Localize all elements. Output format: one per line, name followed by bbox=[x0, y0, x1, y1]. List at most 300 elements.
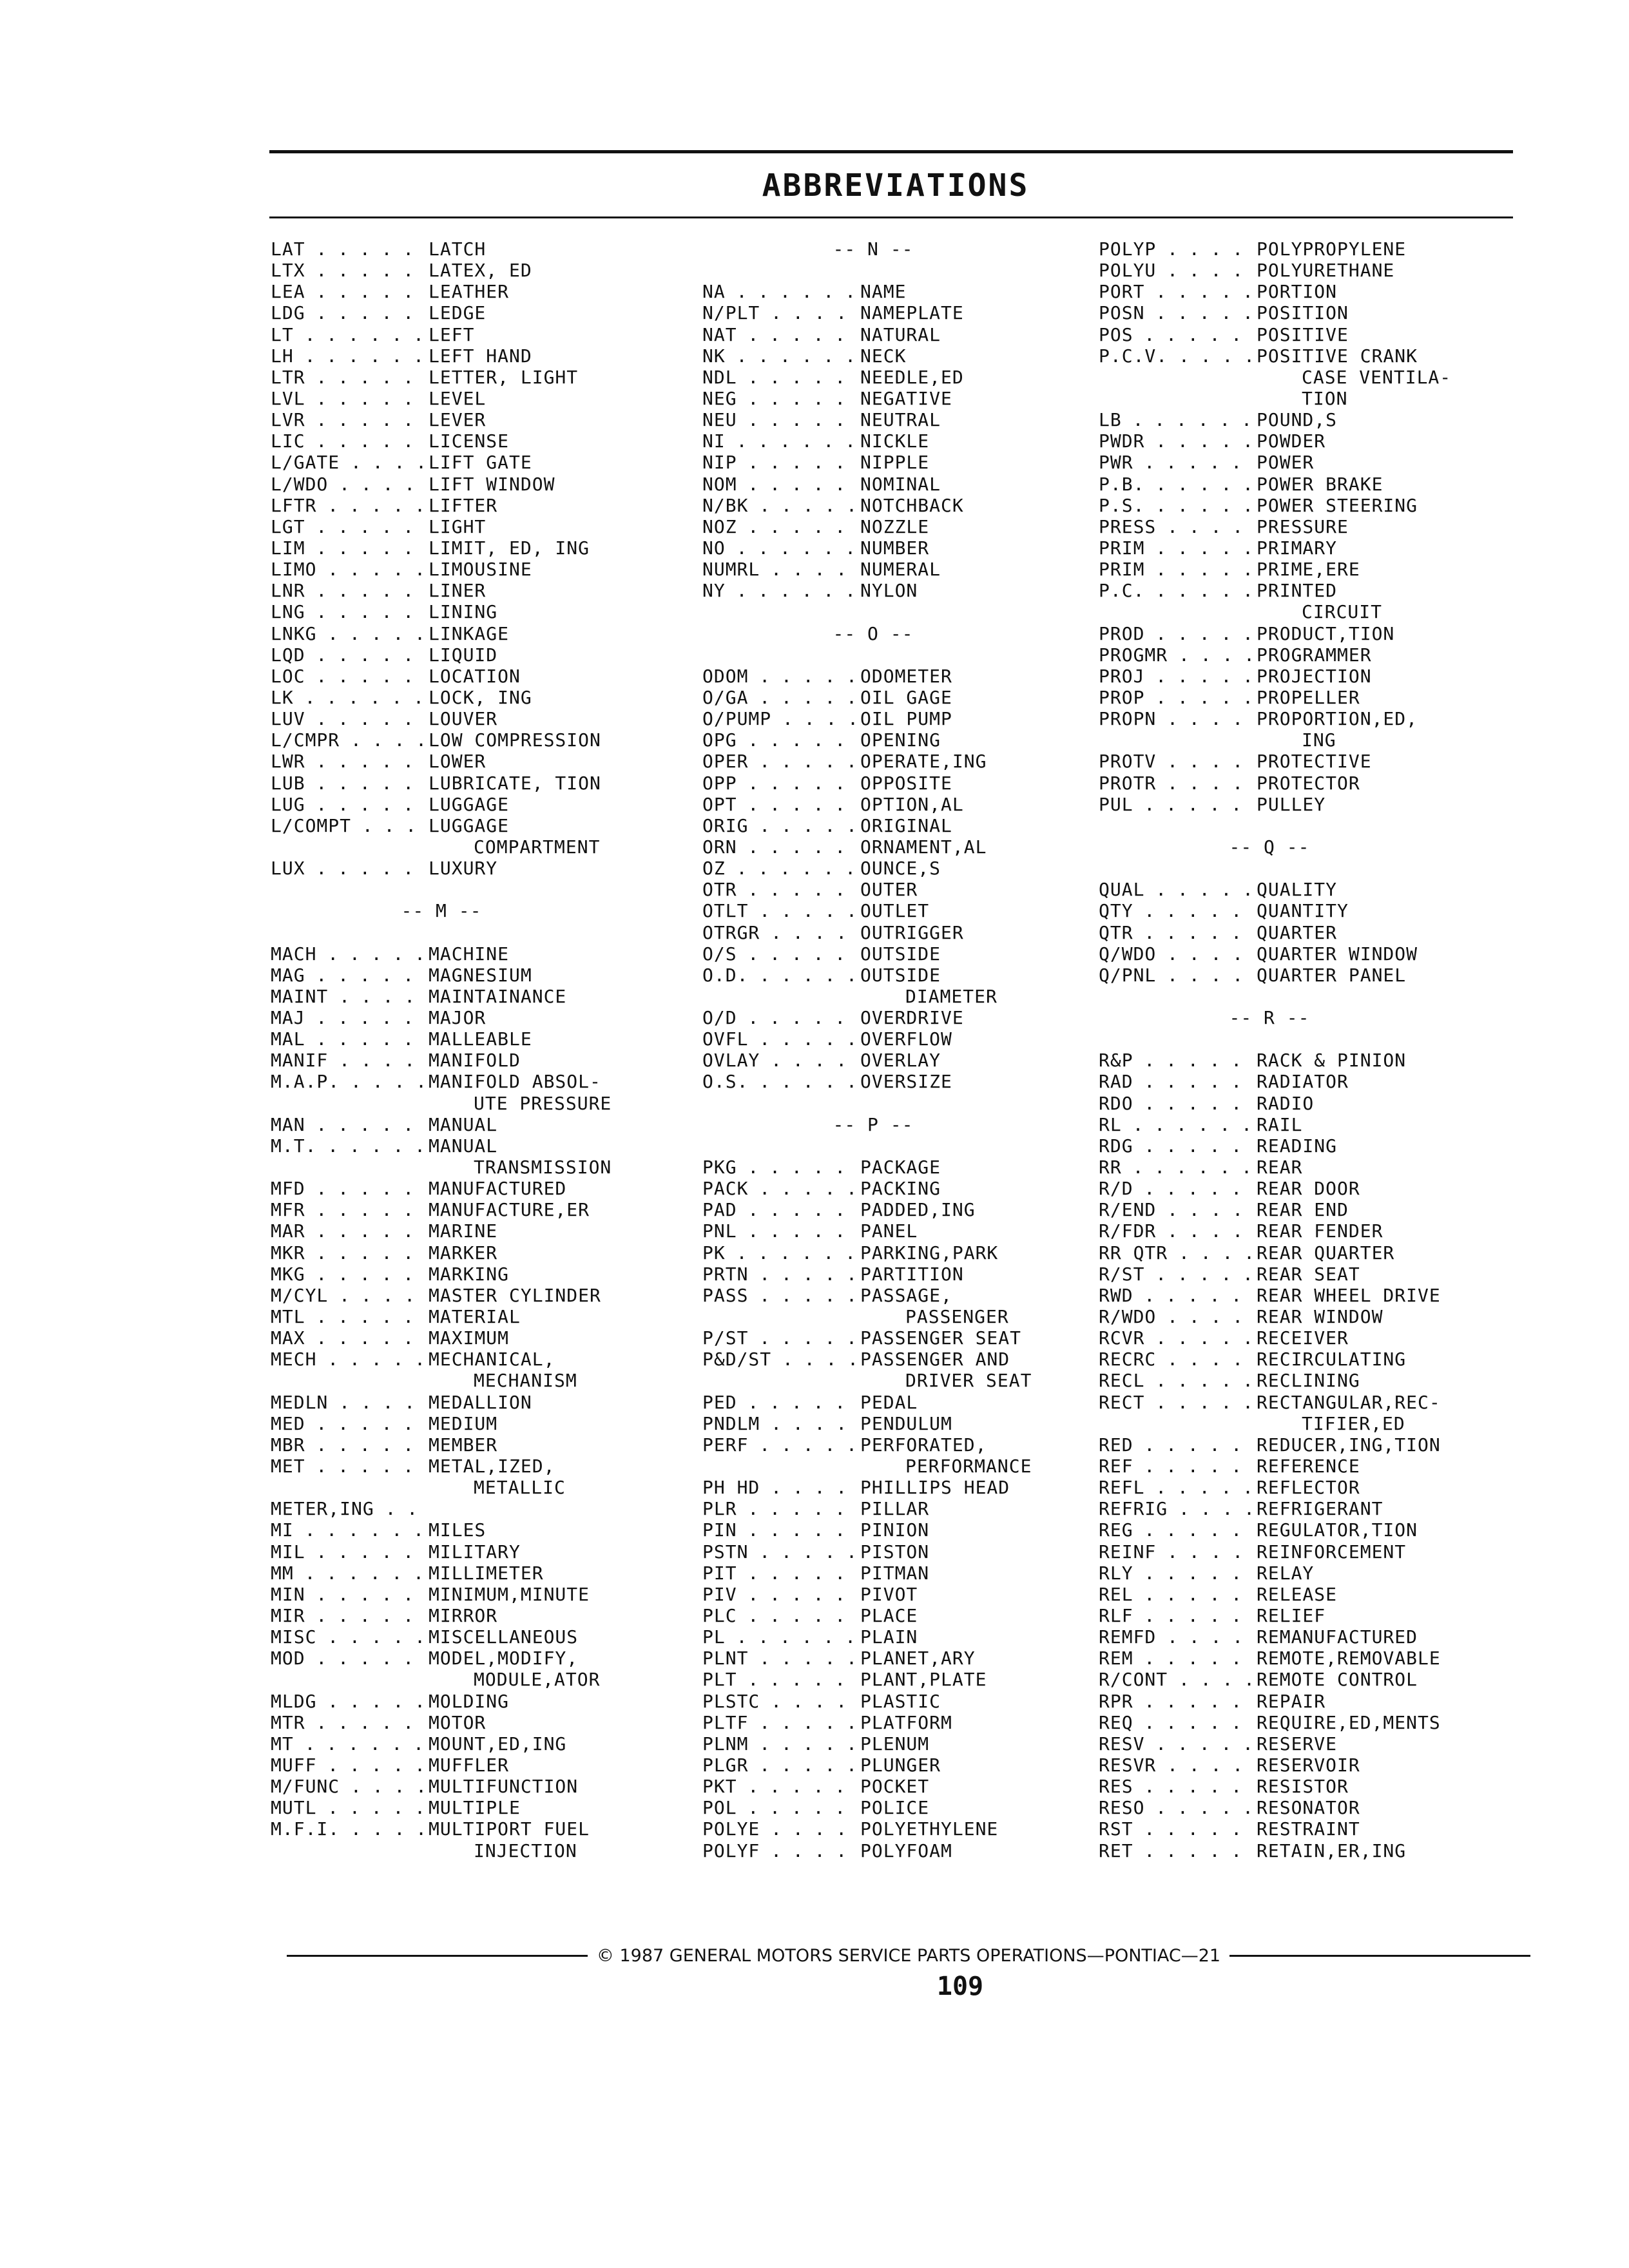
abbreviation: R/END . . . bbox=[1099, 1199, 1257, 1220]
abbreviation: LVL . . . bbox=[271, 388, 429, 409]
abbreviation-entry bbox=[702, 1050, 1044, 1071]
footer-rule-right bbox=[1229, 1955, 1530, 1957]
abbreviation: POL . . . bbox=[702, 1797, 860, 1818]
abbreviation-meaning: OUTER bbox=[860, 879, 918, 901]
abbreviation-meaning: RELEASE bbox=[1257, 1583, 1338, 1605]
abbreviation-meaning: PLANT,PLATE bbox=[860, 1669, 987, 1691]
abbreviation-entry bbox=[1099, 965, 1451, 986]
abbreviation: R/WDO . . . bbox=[1099, 1306, 1257, 1327]
abbreviation-meaning: REAR QUARTER bbox=[1257, 1242, 1395, 1264]
abbreviation-meaning: OIL PUMP bbox=[860, 708, 952, 730]
abbreviation-entry bbox=[702, 430, 1044, 452]
abbreviation: RLF . . . bbox=[1099, 1605, 1257, 1626]
abbreviation-meaning: RECTANGULAR,REC- bbox=[1257, 1391, 1441, 1413]
abbreviation-meaning: RESERVE bbox=[1257, 1733, 1338, 1754]
abbreviation-entry bbox=[702, 943, 1044, 965]
abbreviation-entry bbox=[1099, 1050, 1451, 1071]
abbreviation: M.A.P. . . . bbox=[271, 1071, 429, 1092]
abbreviation: PH HD . . . bbox=[702, 1477, 860, 1498]
abbreviation: NA . . . bbox=[702, 281, 860, 302]
abbreviation-meaning: REPAIR bbox=[1257, 1690, 1326, 1712]
abbreviation-entry bbox=[702, 965, 1044, 986]
abbreviation: PIV . . . bbox=[702, 1584, 860, 1605]
abbreviation-entry bbox=[702, 516, 1044, 537]
abbreviation-meaning: RADIATOR bbox=[1257, 1071, 1349, 1093]
abbreviation: LIC . . . bbox=[271, 430, 429, 452]
abbreviation-meaning-continued: ING bbox=[1302, 729, 1336, 751]
abbreviation-meaning: PROTECTIVE bbox=[1257, 751, 1372, 773]
abbreviation: L/COMPT . . . bbox=[271, 815, 429, 836]
abbreviation-entry bbox=[702, 1157, 1044, 1178]
abbreviation-entry bbox=[702, 1626, 1044, 1648]
abbreviation-meaning: OVERLAY bbox=[860, 1050, 941, 1072]
abbreviation: LNG . . . bbox=[271, 601, 429, 622]
abbreviation-meaning: LUBRICATE, TION bbox=[429, 772, 601, 794]
abbreviation-entry bbox=[1099, 623, 1451, 644]
abbreviation-meaning: PROJECTION bbox=[1257, 665, 1372, 687]
abbreviation: PIN . . . bbox=[702, 1519, 860, 1541]
abbreviation-meaning: REAR WHEEL DRIVE bbox=[1257, 1284, 1441, 1306]
abbreviation-meaning-continued: TIFIER,ED bbox=[1302, 1412, 1405, 1434]
abbreviation: O/PUMP . . . bbox=[702, 708, 860, 729]
abbreviation: LFTR . . . bbox=[271, 495, 429, 516]
abbreviation-entry bbox=[1099, 559, 1451, 580]
abbreviation-meaning: PRIME,ERE bbox=[1257, 559, 1360, 581]
abbreviation-entry bbox=[702, 559, 1044, 580]
abbreviation-entry bbox=[1099, 687, 1451, 708]
abbreviation-meaning: OPENING bbox=[860, 729, 941, 751]
abbreviation-meaning: LINER bbox=[429, 580, 487, 602]
abbreviation-entry bbox=[702, 1562, 1044, 1584]
abbreviation-meaning: ORIGINAL bbox=[860, 814, 952, 836]
abbreviation: LUG . . . bbox=[271, 794, 429, 815]
abbreviation-meaning: PILLAR bbox=[860, 1498, 930, 1520]
abbreviation: O.S. . . . bbox=[702, 1071, 860, 1092]
abbreviation-meaning: REFLECTOR bbox=[1257, 1477, 1360, 1499]
abbreviation-meaning: NOTCHBACK bbox=[860, 494, 964, 516]
abbreviation-meaning: MILITARY bbox=[429, 1541, 521, 1562]
abbreviation-meaning: NAME bbox=[860, 281, 907, 303]
abbreviation: MISC . . . bbox=[271, 1626, 429, 1648]
abbreviation-entry bbox=[271, 1562, 612, 1584]
abbreviation-entry bbox=[271, 1220, 612, 1242]
abbreviation-entry bbox=[702, 708, 1044, 729]
abbreviation: LAT . . . bbox=[271, 238, 429, 260]
abbreviation: POLYE . . . bbox=[702, 1818, 860, 1840]
abbreviation: POS . . . bbox=[1099, 324, 1257, 345]
abbreviation: ORN . . . bbox=[702, 836, 860, 858]
abbreviation-meaning: RELIEF bbox=[1257, 1605, 1326, 1626]
abbreviation-meaning: OVERSIZE bbox=[860, 1071, 952, 1093]
abbreviation-entry bbox=[702, 474, 1044, 495]
abbreviation: MAL . . . bbox=[271, 1028, 429, 1050]
abbreviation: NEU . . . bbox=[702, 409, 860, 430]
abbreviation-meaning: LIMIT, ED, ING bbox=[429, 537, 590, 559]
abbreviation-meaning: NICKLE bbox=[860, 430, 930, 452]
letter-section-header: -- P -- bbox=[833, 1113, 914, 1135]
abbreviation-entry bbox=[702, 858, 1044, 879]
abbreviation: PROPN . . . bbox=[1099, 708, 1257, 729]
abbreviation: N/PLT . . . bbox=[702, 302, 860, 323]
abbreviation-meaning: ORNAMENT,AL bbox=[860, 836, 987, 858]
abbreviation: PAD . . . bbox=[702, 1199, 860, 1220]
abbreviation-meaning: OUTLET bbox=[860, 900, 930, 922]
abbreviation-entry bbox=[1099, 1519, 1451, 1541]
abbreviation: RST . . . bbox=[1099, 1818, 1257, 1840]
abbreviation-meaning: MODEL,MODIFY, bbox=[429, 1648, 579, 1669]
abbreviation-meaning: LIFTER bbox=[429, 494, 498, 516]
abbreviation-meaning: REINFORCEMENT bbox=[1257, 1541, 1407, 1562]
abbreviation: LUB . . . bbox=[271, 773, 429, 794]
abbreviation-entry bbox=[1099, 281, 1451, 302]
abbreviation-meaning: RELAY bbox=[1257, 1562, 1315, 1584]
abbreviation: REFRIG . . . bbox=[1099, 1498, 1257, 1519]
abbreviation-entry bbox=[702, 815, 1044, 836]
abbreviation: MFR . . . bbox=[271, 1199, 429, 1220]
meaning-continuation bbox=[1099, 388, 1451, 409]
abbreviation-meaning: MEMBER bbox=[429, 1434, 498, 1456]
abbreviation-entry bbox=[702, 1477, 1044, 1498]
abbreviation-entry bbox=[1099, 1157, 1451, 1178]
abbreviation-meaning: REMOTE,REMOVABLE bbox=[1257, 1648, 1441, 1669]
abbreviation-entry bbox=[1099, 1797, 1451, 1818]
abbreviation-meaning: RESTRAINT bbox=[1257, 1818, 1360, 1840]
abbreviation-entry bbox=[702, 1541, 1044, 1562]
abbreviation: MAG . . . bbox=[271, 965, 429, 986]
abbreviation: OPT . . . bbox=[702, 794, 860, 815]
abbreviation: R/D . . . bbox=[1099, 1178, 1257, 1199]
abbreviation: PKT . . . bbox=[702, 1776, 860, 1797]
abbreviation: PROTR . . . bbox=[1099, 773, 1257, 794]
abbreviation-meaning: NUMBER bbox=[860, 537, 930, 559]
abbreviation-meaning: PROPORTION,ED, bbox=[1257, 708, 1418, 730]
abbreviation-entry bbox=[271, 1818, 612, 1840]
abbreviation: RET . . . bbox=[1099, 1840, 1257, 1861]
abbreviation-entry bbox=[1099, 1584, 1451, 1605]
abbreviation-entry bbox=[271, 302, 612, 323]
abbreviation-meaning: MINIMUM,MINUTE bbox=[429, 1583, 590, 1605]
abbreviation-meaning: RECLINING bbox=[1257, 1370, 1360, 1392]
abbreviation-meaning: METAL,IZED, bbox=[429, 1456, 555, 1477]
abbreviation-meaning: REAR bbox=[1257, 1157, 1303, 1178]
abbreviation-entry bbox=[702, 1691, 1044, 1712]
abbreviation-entry bbox=[271, 409, 612, 430]
abbreviation: LGT . . . bbox=[271, 516, 429, 537]
abbreviation: NY . . . bbox=[702, 580, 860, 601]
abbreviation-meaning: REFRIGERANT bbox=[1257, 1498, 1383, 1520]
abbreviation-entry bbox=[271, 474, 612, 495]
abbreviation-entry bbox=[271, 965, 612, 986]
abbreviation-entry bbox=[1099, 1285, 1451, 1306]
abbreviation-meaning: REAR END bbox=[1257, 1199, 1349, 1221]
abbreviation: NI . . . bbox=[702, 430, 860, 452]
abbreviation: MAJ . . . bbox=[271, 1007, 429, 1028]
abbreviation-entry bbox=[1099, 495, 1451, 516]
abbreviation-entry bbox=[271, 1135, 612, 1157]
abbreviation-meaning: PROGRAMMER bbox=[1257, 644, 1372, 666]
abbreviation: PLNM . . . bbox=[702, 1733, 860, 1754]
abbreviation-column-1 bbox=[271, 238, 612, 1861]
abbreviation-meaning: PROTECTOR bbox=[1257, 772, 1360, 794]
abbreviation-entry bbox=[1099, 1071, 1451, 1092]
abbreviation-meaning: PLAIN bbox=[860, 1626, 918, 1648]
abbreviation-meaning: LUGGAGE bbox=[429, 814, 510, 836]
letter-section-header: -- R -- bbox=[1229, 1007, 1310, 1029]
abbreviation: R/CONT . . . bbox=[1099, 1669, 1257, 1690]
abbreviation: POLYF . . . bbox=[702, 1840, 860, 1861]
abbreviation-meaning: READING bbox=[1257, 1135, 1338, 1157]
abbreviation: OPP . . . bbox=[702, 773, 860, 794]
abbreviation: M.F.I. . . . bbox=[271, 1818, 429, 1840]
abbreviation-entry bbox=[1099, 580, 1451, 601]
abbreviation: MED . . . bbox=[271, 1413, 429, 1434]
footer bbox=[287, 1943, 1530, 1968]
abbreviation-entry bbox=[1099, 238, 1451, 260]
abbreviation-entry bbox=[702, 409, 1044, 430]
abbreviation-entry bbox=[1099, 943, 1451, 965]
abbreviation-meaning: PASSAGE, bbox=[860, 1284, 952, 1306]
abbreviation-meaning: REMOTE CONTROL bbox=[1257, 1669, 1418, 1691]
abbreviation-meaning-continued: METALLIC bbox=[474, 1477, 566, 1499]
abbreviation-meaning-continued: TRANSMISSION bbox=[474, 1157, 612, 1178]
abbreviation: L/WDO . . . bbox=[271, 474, 429, 495]
abbreviation: REQ . . . bbox=[1099, 1712, 1257, 1733]
abbreviation-entry bbox=[702, 1285, 1044, 1306]
abbreviation-entry bbox=[271, 794, 612, 815]
abbreviation-entry bbox=[271, 1733, 612, 1754]
abbreviation-entry bbox=[271, 1178, 612, 1199]
abbreviation-entry bbox=[1099, 1135, 1451, 1157]
abbreviation: PROP . . . bbox=[1099, 687, 1257, 708]
blank-line bbox=[271, 922, 612, 943]
abbreviation: METER,ING . . . bbox=[271, 1498, 429, 1519]
abbreviation-entry bbox=[271, 1626, 612, 1648]
meaning-continuation bbox=[702, 1456, 1044, 1477]
abbreviation-entry bbox=[1099, 1605, 1451, 1626]
abbreviation-meaning: QUARTER bbox=[1257, 921, 1338, 943]
abbreviation-entry bbox=[702, 1519, 1044, 1541]
abbreviation-entry bbox=[1099, 430, 1451, 452]
abbreviation: MAR . . . bbox=[271, 1220, 429, 1242]
abbreviation-entry bbox=[1099, 1477, 1451, 1498]
abbreviation-entry bbox=[271, 324, 612, 345]
abbreviation: PLNT . . . bbox=[702, 1648, 860, 1669]
abbreviation: PLC . . . bbox=[702, 1605, 860, 1626]
abbreviation-meaning: PARTITION bbox=[860, 1263, 964, 1285]
abbreviation-meaning: OVERFLOW bbox=[860, 1028, 952, 1050]
abbreviation-meaning: MANIFOLD ABSOL- bbox=[429, 1071, 601, 1093]
blank-line bbox=[1099, 986, 1451, 1007]
abbreviation-entry bbox=[271, 559, 612, 580]
abbreviation: MET . . . bbox=[271, 1456, 429, 1477]
blank-line bbox=[1099, 858, 1451, 879]
abbreviation-meaning: NAMEPLATE bbox=[860, 302, 964, 324]
abbreviation: PED . . . bbox=[702, 1392, 860, 1413]
abbreviation: OPER . . . bbox=[702, 751, 860, 772]
abbreviation-entry bbox=[1099, 516, 1451, 537]
abbreviation: MTR . . . bbox=[271, 1712, 429, 1733]
abbreviation: OZ . . . bbox=[702, 858, 860, 879]
abbreviation-entry bbox=[702, 1840, 1044, 1861]
abbreviation: NO . . . bbox=[702, 537, 860, 559]
abbreviation-meaning: LINING bbox=[429, 601, 498, 623]
abbreviation: MIN . . . bbox=[271, 1584, 429, 1605]
abbreviation: RLY . . . bbox=[1099, 1562, 1257, 1584]
abbreviation-entry bbox=[702, 922, 1044, 943]
meaning-continuation bbox=[702, 1306, 1044, 1327]
abbreviation: P.S. . . . bbox=[1099, 495, 1257, 516]
letter-section-header: -- N -- bbox=[833, 238, 914, 260]
abbreviation: L/CMPR . . . bbox=[271, 729, 429, 751]
abbreviation: R/FDR . . . bbox=[1099, 1220, 1257, 1242]
abbreviation: PROTV . . . bbox=[1099, 751, 1257, 772]
abbreviation-entry bbox=[702, 900, 1044, 921]
abbreviation: QTY . . . bbox=[1099, 900, 1257, 921]
abbreviation-entry bbox=[271, 1199, 612, 1220]
abbreviation-meaning: LICENSE bbox=[429, 430, 510, 452]
abbreviation-entry bbox=[271, 1498, 612, 1519]
abbreviation-entry bbox=[271, 516, 612, 537]
blank-line bbox=[1099, 1028, 1451, 1050]
abbreviation: LIMO . . . bbox=[271, 559, 429, 580]
abbreviation-entry bbox=[702, 1007, 1044, 1028]
abbreviation-meaning: POLYETHYLENE bbox=[860, 1818, 999, 1840]
abbreviation: NDL . . . bbox=[702, 367, 860, 388]
abbreviation-meaning: QUARTER PANEL bbox=[1257, 964, 1407, 986]
abbreviation-entry bbox=[702, 794, 1044, 815]
blank-line bbox=[271, 879, 612, 900]
abbreviation-entry bbox=[1099, 1776, 1451, 1797]
abbreviation-entry bbox=[702, 1199, 1044, 1220]
abbreviation: REINF . . . bbox=[1099, 1541, 1257, 1562]
abbreviation: MKR . . . bbox=[271, 1242, 429, 1264]
abbreviation-entry bbox=[1099, 1199, 1451, 1220]
abbreviation-meaning: POWER bbox=[1257, 452, 1315, 474]
abbreviation: O.D. . . . bbox=[702, 965, 860, 986]
abbreviation-entry bbox=[1099, 452, 1451, 473]
abbreviation-entry bbox=[271, 1028, 612, 1050]
abbreviation-entry bbox=[702, 1498, 1044, 1519]
footer-text: © 1987 GENERAL MOTORS SERVICE PARTS OPERATIONS—PONTIAC—21 bbox=[596, 1945, 1221, 1966]
abbreviation-entry bbox=[702, 1220, 1044, 1242]
abbreviation-entry bbox=[702, 1028, 1044, 1050]
abbreviation: PL . . . bbox=[702, 1626, 860, 1648]
abbreviation-meaning: PRIMARY bbox=[1257, 537, 1338, 559]
abbreviation: LUX . . . bbox=[271, 858, 429, 879]
abbreviation: PRIM . . . bbox=[1099, 537, 1257, 559]
abbreviation-entry bbox=[271, 1754, 612, 1776]
abbreviation-meaning: NECK bbox=[860, 345, 907, 367]
abbreviation-meaning: NOMINAL bbox=[860, 473, 941, 495]
abbreviation-meaning: ODOMETER bbox=[860, 665, 952, 687]
abbreviation-entry bbox=[271, 1285, 612, 1306]
abbreviation-entry bbox=[702, 1797, 1044, 1818]
abbreviation: POLYU . . . bbox=[1099, 260, 1257, 281]
abbreviation-entry bbox=[271, 773, 612, 794]
abbreviation-entry bbox=[1099, 1733, 1451, 1754]
abbreviation-entry bbox=[1099, 474, 1451, 495]
abbreviation-meaning: PEDAL bbox=[860, 1391, 918, 1413]
abbreviation-entry bbox=[1099, 260, 1451, 281]
abbreviation-entry bbox=[1099, 1691, 1451, 1712]
abbreviation-meaning: POWER BRAKE bbox=[1257, 473, 1383, 495]
abbreviation-entry bbox=[702, 367, 1044, 388]
abbreviation: PORT . . . bbox=[1099, 281, 1257, 302]
abbreviation-meaning-continued: CIRCUIT bbox=[1302, 601, 1383, 623]
blank-line bbox=[702, 644, 1044, 666]
abbreviation-entry bbox=[702, 1754, 1044, 1776]
abbreviation-meaning: PLACE bbox=[860, 1605, 918, 1626]
abbreviation-meaning: MAXIMUM bbox=[429, 1327, 510, 1349]
abbreviation-column-3 bbox=[1099, 238, 1451, 1861]
abbreviation: RECRC . . . bbox=[1099, 1349, 1257, 1370]
abbreviation-column-2 bbox=[702, 238, 1044, 1861]
abbreviation-meaning: MARKER bbox=[429, 1242, 498, 1264]
abbreviation: NIP . . . bbox=[702, 452, 860, 473]
abbreviation-meaning: LUXURY bbox=[429, 858, 498, 879]
abbreviation: P.C. . . . bbox=[1099, 580, 1257, 601]
abbreviation-meaning: PORTION bbox=[1257, 281, 1338, 303]
abbreviation-meaning: PANEL bbox=[860, 1220, 918, 1242]
abbreviation-entry bbox=[702, 1178, 1044, 1199]
abbreviation-entry bbox=[1099, 1093, 1451, 1114]
abbreviation-meaning: POSITION bbox=[1257, 302, 1349, 324]
abbreviation-entry bbox=[271, 1050, 612, 1071]
abbreviation-meaning: LINKAGE bbox=[429, 622, 510, 644]
letter-section-header: -- O -- bbox=[833, 622, 914, 644]
abbreviation-meaning: LOCK, ING bbox=[429, 686, 532, 708]
abbreviation: MUTL . . . bbox=[271, 1797, 429, 1818]
meaning-continuation bbox=[1099, 729, 1451, 751]
abbreviation-entry bbox=[702, 773, 1044, 794]
abbreviation-meaning-continued: COMPARTMENT bbox=[474, 836, 601, 858]
abbreviation-meaning: MANUAL bbox=[429, 1135, 498, 1157]
meaning-continuation bbox=[271, 1669, 612, 1690]
abbreviation: POSN . . . bbox=[1099, 302, 1257, 323]
abbreviation-meaning: PLASTIC bbox=[860, 1690, 941, 1712]
abbreviation-meaning: LIGHT bbox=[429, 515, 487, 537]
abbreviation: REMFD . . . bbox=[1099, 1626, 1257, 1648]
abbreviation-meaning: MILLIMETER bbox=[429, 1562, 544, 1584]
abbreviation: R/ST . . . bbox=[1099, 1264, 1257, 1285]
abbreviation: PROGMR . . . bbox=[1099, 644, 1257, 666]
abbreviation-meaning: MECHANICAL, bbox=[429, 1349, 555, 1370]
abbreviation: MAX . . . bbox=[271, 1327, 429, 1349]
abbreviation-meaning: LEFT HAND bbox=[429, 345, 532, 367]
abbreviation-entry bbox=[1099, 1754, 1451, 1776]
abbreviation-meaning: PENDULUM bbox=[860, 1412, 952, 1434]
abbreviation-meaning: REGULATOR,TION bbox=[1257, 1519, 1418, 1541]
abbreviation-meaning: MULTIPORT FUEL bbox=[429, 1818, 590, 1840]
abbreviation: OTLT . . . bbox=[702, 900, 860, 921]
abbreviation: P.B. . . . bbox=[1099, 474, 1257, 495]
abbreviation: LNKG . . . bbox=[271, 623, 429, 644]
abbreviation-entry bbox=[271, 238, 612, 260]
abbreviation-meaning-continued: MECHANISM bbox=[474, 1370, 577, 1392]
meaning-continuation bbox=[271, 1840, 612, 1861]
abbreviation-meaning: LUGGAGE bbox=[429, 793, 510, 815]
abbreviation-meaning: LEDGE bbox=[429, 302, 487, 324]
abbreviation-entry bbox=[271, 986, 612, 1007]
abbreviation-meaning: RECEIVER bbox=[1257, 1327, 1349, 1349]
abbreviation-entry bbox=[271, 430, 612, 452]
abbreviation: REF . . . bbox=[1099, 1456, 1257, 1477]
abbreviation-entry bbox=[702, 1648, 1044, 1669]
abbreviation: MUFF . . . bbox=[271, 1754, 429, 1776]
abbreviation-meaning: OPERATE,ING bbox=[860, 751, 987, 773]
abbreviation-entry bbox=[271, 1519, 612, 1541]
abbreviation: LVR . . . bbox=[271, 409, 429, 430]
